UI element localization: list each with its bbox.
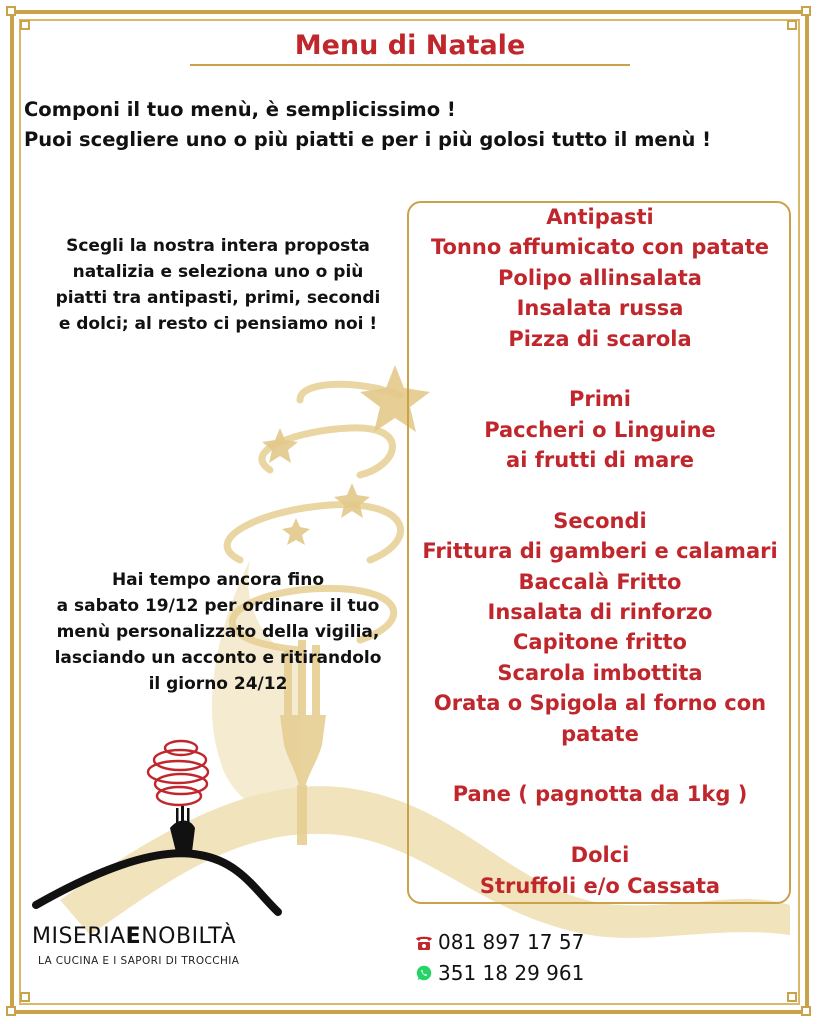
menu-item: Polipo allinsalata (498, 265, 702, 290)
menu-item: Scarola imbottita (497, 660, 703, 685)
whatsapp-contact[interactable] (414, 961, 584, 985)
phone-number[interactable]: 081 897 17 57 (438, 930, 585, 954)
menu-item: ai frutti di mare (506, 448, 694, 473)
telephone-icon (414, 933, 434, 951)
menu-section-secondi: Secondi (553, 508, 647, 533)
title-underline (190, 64, 630, 66)
intro-line: Puoi scegliere uno o più piatti e per i più golosi tutto il menù ! (24, 128, 712, 151)
menu-item: patate (561, 721, 639, 746)
menu-spacer (405, 476, 795, 506)
menu-item: Pizza di scarola (508, 326, 692, 351)
offer-line: natalizia e seleziona uno o più (72, 262, 364, 282)
logo-word-nobilta: NOBILTÀ (141, 924, 237, 949)
menu-spacer (405, 810, 795, 840)
deadline-line: Hai tempo ancora fino (111, 570, 325, 590)
order-deadline-note (22, 567, 414, 697)
frame-corner-ornament (787, 992, 813, 1018)
offer-description (22, 233, 414, 337)
intro-text (24, 95, 804, 155)
menu-list (405, 202, 795, 901)
deadline-line: a sabato 19/12 per ordinare il tuo (56, 596, 380, 616)
menu-item: Tonno affumicato con patate (430, 235, 770, 260)
menu-section-antipasti: Antipasti (546, 205, 654, 229)
menu-item: Insalata russa (516, 296, 684, 321)
offer-line: Scegli la nostra intera proposta (66, 236, 370, 256)
menu-item: Capitone fritto (513, 630, 687, 655)
menu-section-pane: Pane ( pagnotta da 1kg ) (452, 782, 748, 807)
logo-tagline: LA CUCINA E I SAPORI DI TROCCHIA (38, 955, 240, 967)
intro-line: Componi il tuo menù, è semplicissimo ! (24, 98, 456, 121)
menu-item: Frittura di gamberi e calamari (422, 539, 778, 564)
frame-corner-ornament (787, 6, 813, 32)
deadline-line: il giorno 24/12 (148, 674, 288, 694)
logo-wordmark (32, 924, 282, 949)
logo-word-miseria: MISERIA (32, 924, 126, 949)
offer-line: e dolci; al resto ci pensiamo noi ! (58, 314, 378, 334)
deadline-line: menù personalizzato della vigilia, (56, 622, 380, 642)
page-title: Menu di Natale (294, 30, 526, 61)
frame-corner-ornament (6, 6, 32, 32)
menu-section-primi: Primi (568, 387, 632, 412)
deadline-line: lasciando un acconto e ritirandolo (54, 648, 382, 668)
logo-word-e: E (125, 924, 142, 949)
menu-item: Paccheri o Linguine (484, 417, 716, 442)
whatsapp-number[interactable]: 351 18 29 961 (438, 961, 585, 985)
menu-item: Struffoli e/o Cassata (479, 873, 721, 898)
offer-line: piatti tra antipasti, primi, secondi (55, 288, 381, 308)
menu-spacer (405, 749, 795, 779)
menu-section-dolci: Dolci (570, 843, 630, 868)
menu-item: Orata o Spigola al forno con (433, 691, 767, 716)
whatsapp-icon (414, 964, 434, 982)
menu-spacer (405, 354, 795, 384)
menu-item: Insalata di rinforzo (487, 600, 713, 625)
menu-item: Baccalà Fritto (518, 569, 682, 594)
phone-contact[interactable] (414, 930, 584, 954)
frame-corner-ornament (6, 992, 32, 1018)
